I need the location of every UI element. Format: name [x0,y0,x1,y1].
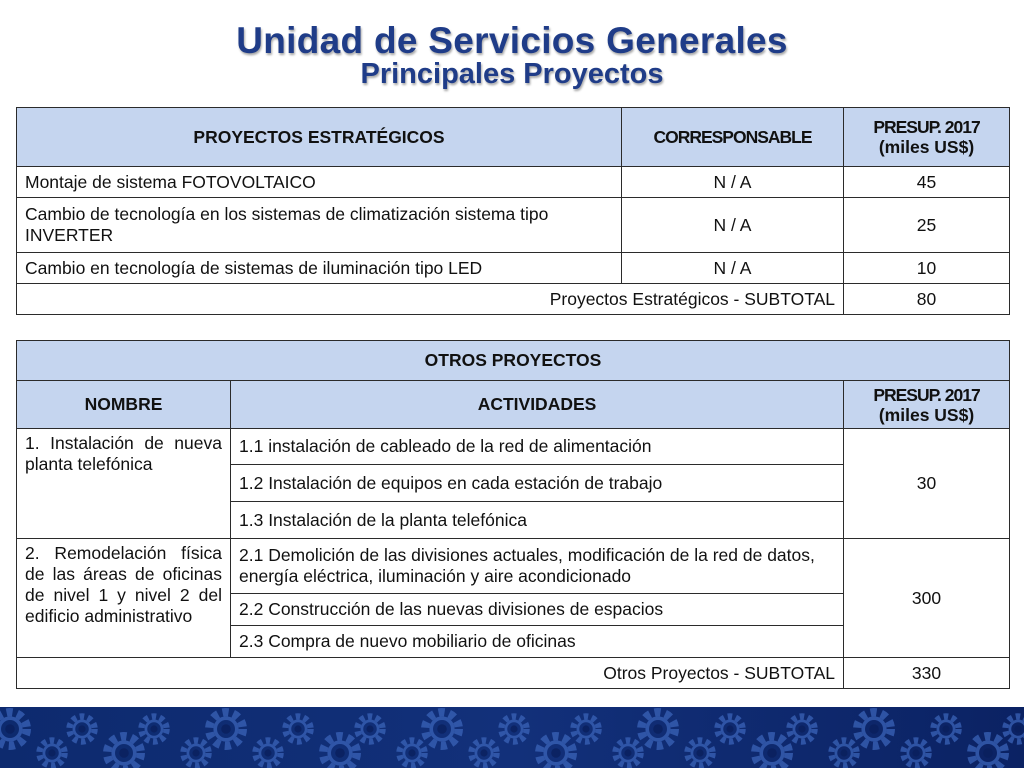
project-budget: 30 [844,429,1010,539]
project-coresponsible: N / A [622,198,844,253]
subtotal-row [17,284,1010,315]
project-budget: 10 [844,253,1010,284]
project-coresponsible: N / A [622,167,844,198]
project-budget: 45 [844,167,1010,198]
subtotal-label: Proyectos Estratégicos - SUBTOTAL [17,284,844,315]
project-coresponsible: N / A [622,253,844,284]
header-budget [844,381,1010,429]
project-name: 1. Instalación de nueva planta telefónica [17,429,231,539]
footer-gear-band [0,707,1024,768]
activity: 2.1 Demolición de las divisiones actuales, modificación de la red de datos, energía eléctrica, iluminación y aire acondicionado [231,539,844,594]
strategic-projects-table [16,107,1010,315]
gear-pattern-icon [0,707,1024,768]
table-header-row [17,381,1010,429]
activity: 2.2 Construcción de las nuevas divisiones de espacios [231,594,844,626]
table-row [17,167,1010,198]
header-budget [844,108,1010,167]
header-budget-line2: (miles US$) [878,137,975,157]
header-budget-line1: PRESUP. 2017 [873,117,980,137]
header-coresponsible: CORRESPONSABLE [622,108,844,167]
page-subtitle: Principales Proyectos [360,58,664,90]
header-name: NOMBRE [17,381,231,429]
subtotal-value: 80 [844,284,1010,315]
header-budget-line1: PRESUP. 2017 [873,384,980,405]
subtotal-label: Otros Proyectos - SUBTOTAL [17,658,844,689]
other-projects-table [16,340,1010,689]
table-row [17,539,1010,594]
table-row [17,198,1010,253]
table-row [17,253,1010,284]
project-name: Cambio en tecnología de sistemas de iluminación tipo LED [17,253,622,284]
project-name: Cambio de tecnología en los sistemas de climatización sistema tipo INVERTER [17,198,622,253]
activity: 1.3 Instalación de la planta telefónica [231,502,844,539]
header-budget-line2: (miles US$) [878,404,975,425]
page-title: Unidad de Servicios Generales [236,20,788,61]
header-strategic-projects: PROYECTOS ESTRATÉGICOS [17,108,622,167]
table-header-row [17,108,1010,167]
project-name: 2. Remodelación física de las áreas de oficinas de nivel 1 y nivel 2 del edificio administrativo [17,539,231,658]
header-activities: ACTIVIDADES [231,381,844,429]
activity: 2.3 Compra de nuevo mobiliario de oficinas [231,626,844,658]
subtotal-row [17,658,1010,689]
project-budget: 300 [844,539,1010,658]
project-budget: 25 [844,198,1010,253]
section-title-row [17,341,1010,381]
project-name: Montaje de sistema FOTOVOLTAICO [17,167,622,198]
section-title: OTROS PROYECTOS [17,341,1010,381]
subtotal-value: 330 [844,658,1010,689]
activity: 1.2 Instalación de equipos en cada estación de trabajo [231,465,844,502]
activity: 1.1 instalación de cableado de la red de alimentación [231,429,844,465]
table-row [17,429,1010,465]
